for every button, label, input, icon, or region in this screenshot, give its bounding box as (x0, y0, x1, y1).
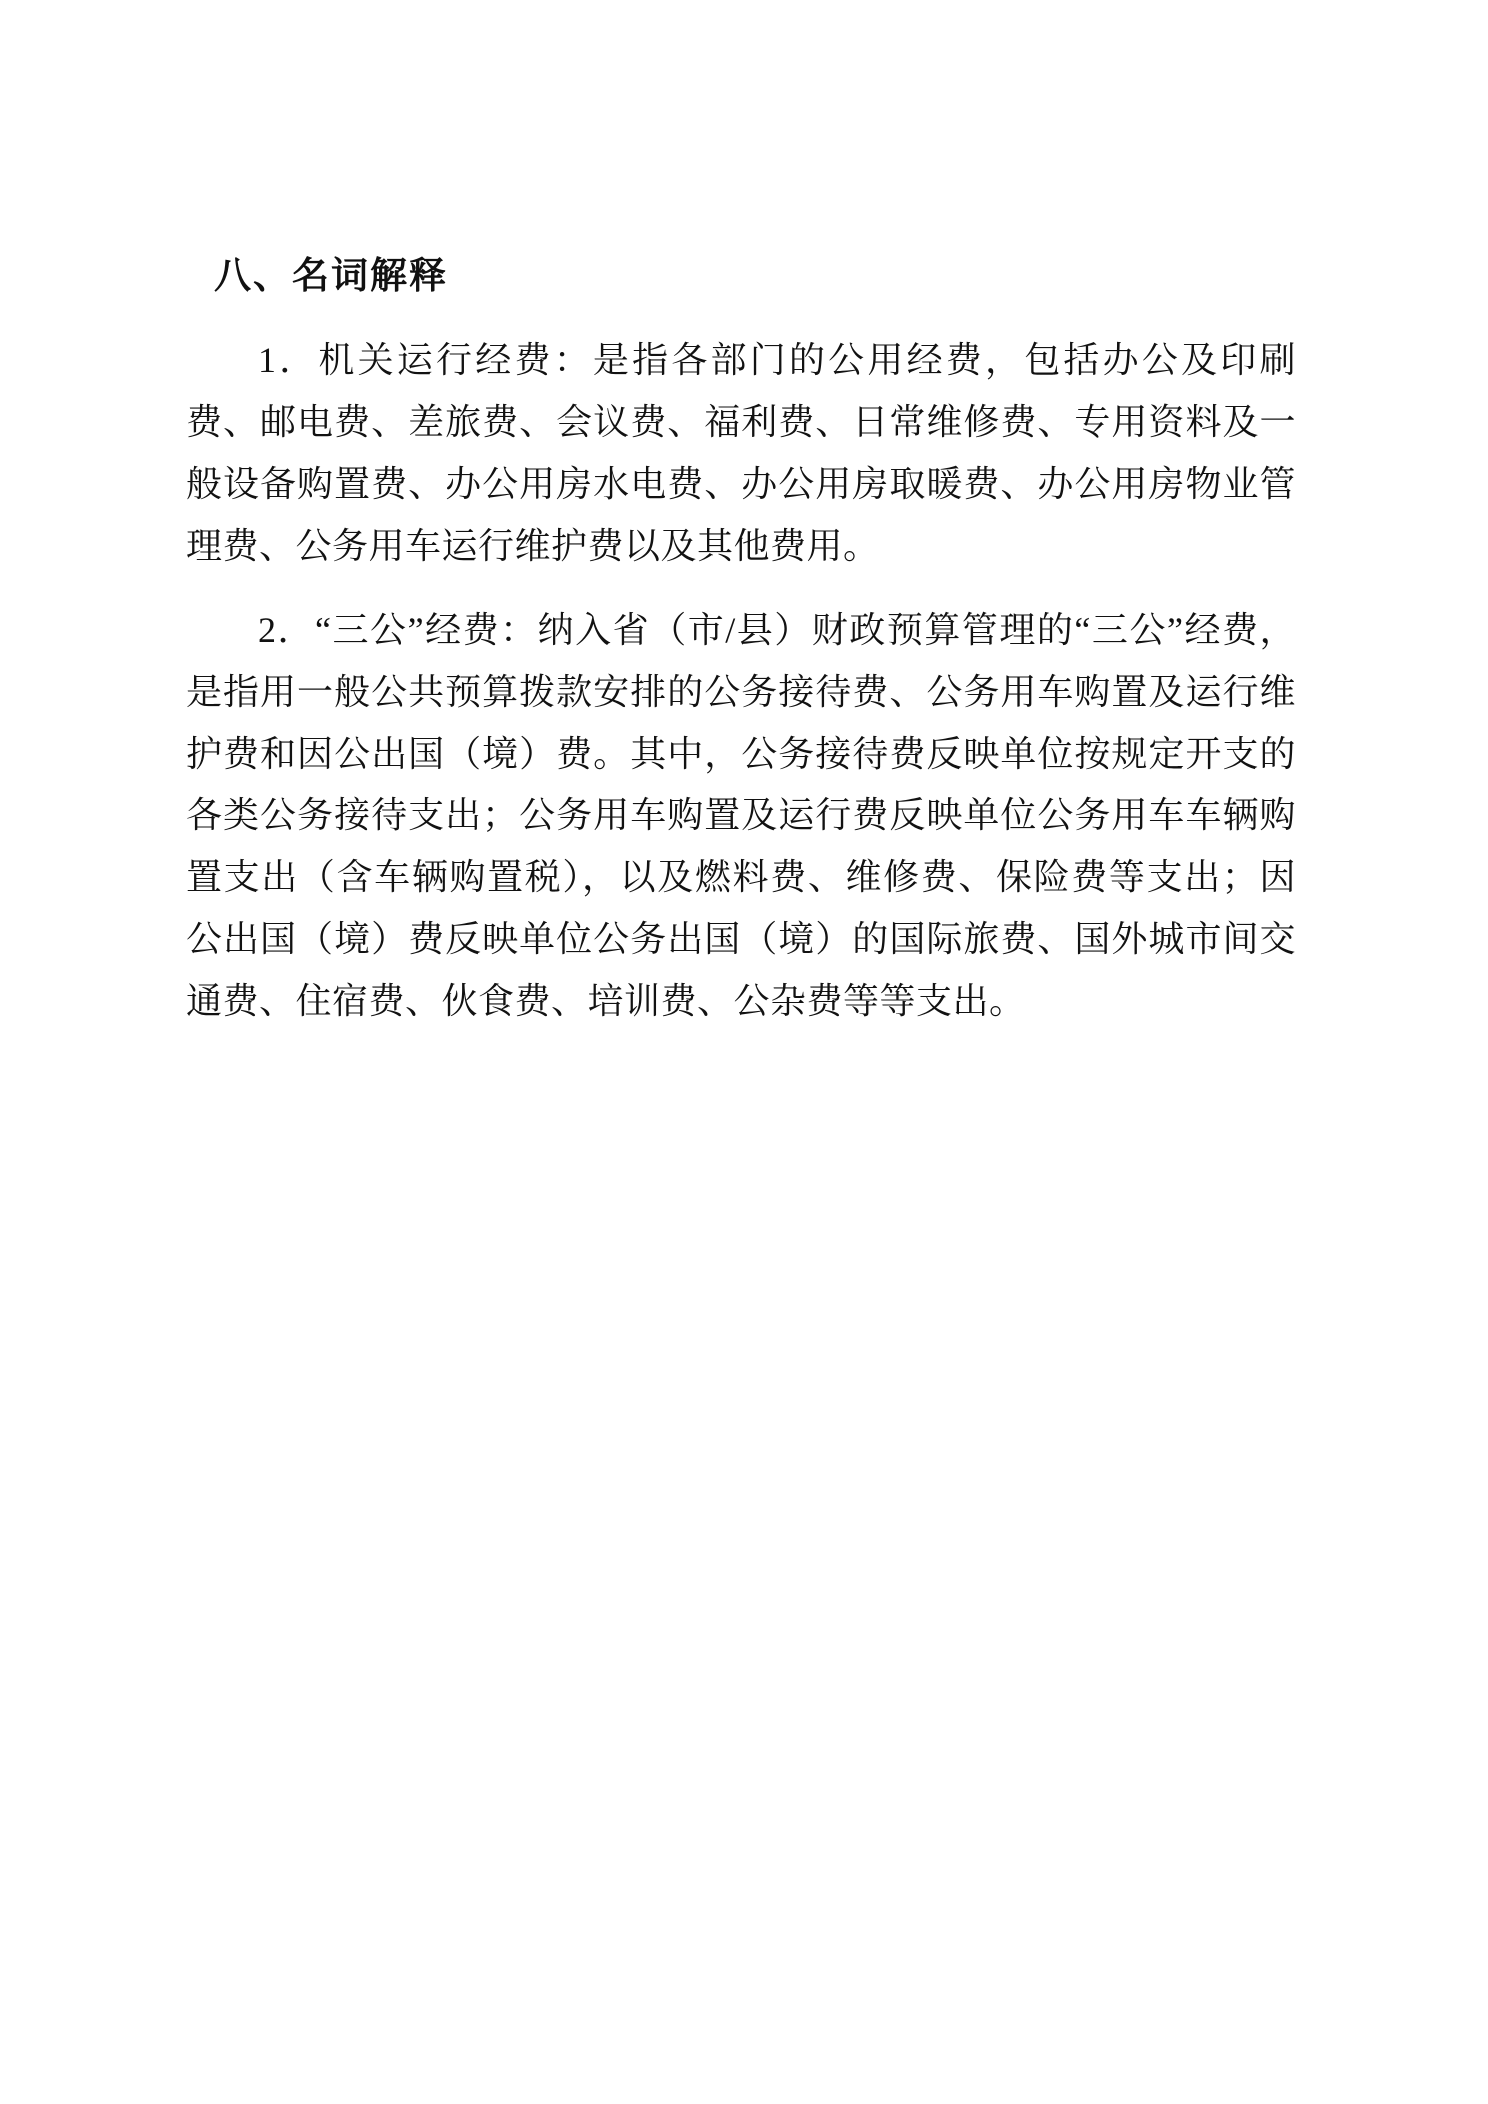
paragraph-three-public-expenses: 2．“三公”经费：纳入省（市/县）财政预算管理的“三公”经费，是指用一般公共预算拨款安排的公务接待费、公务用车购置及运行维护费和因公出国（境）费。其中，公务接待费反映单位按规定开支的各类公务接待支出；公务用车购置及运行费反映单位公务用车车辆购置支出（含车辆购置税），以及燃料费、维修费、保险费等支出；因公出国（境）费反映单位公务出国（境）的国际旅费、国外城市间交通费、住宿费、伙食费、培训费、公杂费等等支出。 (186, 609, 1296, 1022)
section-heading: 八、名词解释 (214, 255, 448, 296)
paragraph-operating-expenses: 1．机关运行经费：是指各部门的公用经费，包括办公及印刷费、邮电费、差旅费、会议费、福利费、日常维修费、专用资料及一般设备购置费、办公用房水电费、办公用房取暖费、办公用房物业管理费、公务用车运行维护费以及其他费用。 (186, 340, 1296, 566)
document-content (186, 252, 1296, 1043)
